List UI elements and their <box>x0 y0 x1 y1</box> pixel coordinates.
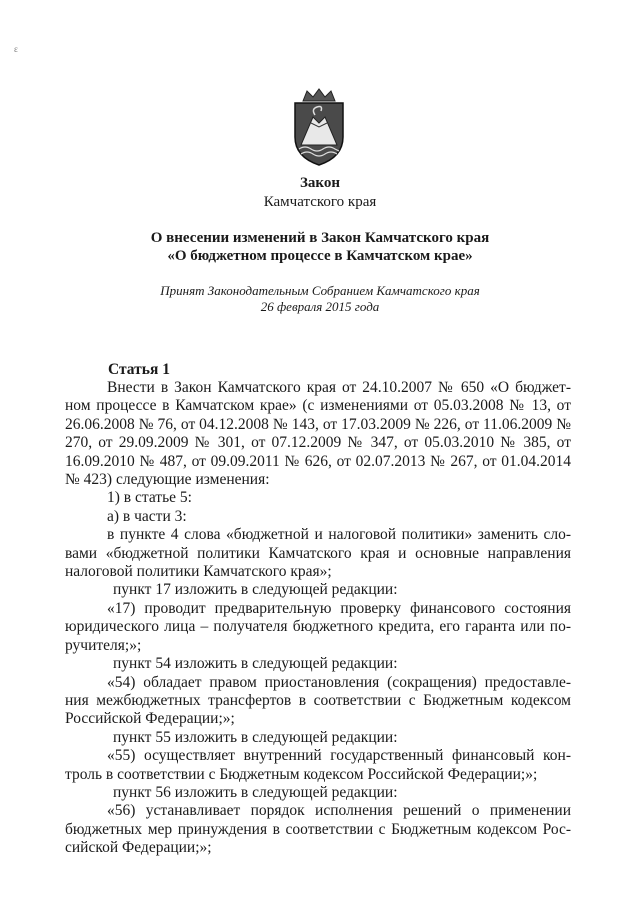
law-title-line-1: О внесении изменений в Закон Камчатского края <box>150 230 490 246</box>
law-title-line-2: «О бюджетном процессе в Камчатском крае» <box>167 248 473 264</box>
margin-mark: ε <box>14 44 18 54</box>
coat-of-arms-icon <box>289 87 349 167</box>
paragraph: «17) проводит предварительную проверку финансового состояния юридического лица – получателя бюджетного кредита, его гаранта или по-ручителя;»; <box>65 599 571 654</box>
adopted-date: 26 февраля 2015 года <box>260 299 380 314</box>
paragraph: пункт 55 изложить в следующей редакции: <box>113 728 398 746</box>
paragraph: «54) обладает правом приостановления (сокращения) предоставле-ния межбюджетных трансфертов в соответствии с Бюджетным кодексом Российской Федерации;»; <box>65 673 571 728</box>
article-title: Статья 1 <box>108 361 170 378</box>
paragraph: 1) в статье 5: <box>107 489 192 507</box>
paragraph: «56) устанавливает порядок исполнения решений о применении бюджетных мер принуждения в соответствии с Бюджетным кодексом Рос-сийской Федерации;»; <box>65 802 571 857</box>
law-heading: Закон <box>299 175 340 191</box>
article-body <box>65 379 571 858</box>
paragraph: пункт 17 изложить в следующей редакции: <box>113 581 398 599</box>
paragraph: пункт 56 изложить в следующей редакции: <box>113 783 398 801</box>
paragraph: пункт 54 изложить в следующей редакции: <box>113 655 398 673</box>
paragraph: в пункте 4 слова «бюджетной и налоговой политики» заменить сло-вами «бюджетной политики Камчатского края и основные направления налоговой политики Камчатского края»; <box>65 526 571 581</box>
region-heading: Камчатского края <box>263 194 377 210</box>
paragraph: а) в части 3: <box>107 507 187 525</box>
adopted-by: Принят Законодательным Собранием Камчатского края <box>160 283 480 298</box>
paragraph: Внести в Закон Камчатского края от 24.10.2007 № 650 «О бюджет-ном процессе в Камчатском крае» (с изменениями от 05.03.2008 № 13, от 26.06.2008 № 76, от 04.12.2008 № 143, от 17.03.2009 № 226, от 11.06.2009 № 270, от 29.09.2009 № 301, от 07.12.2009 № 347, от 05.03.2010 № 385, от 16.09.2010 № 487, от 09.09.2011 № 626, от 02.07.2013 № 267, от 01.04.2014 № 423) следующие изменения: <box>65 379 571 489</box>
paragraph: «55) осуществляет внутренний государственный финансовый кон-троль в соответствии с Бюджетным кодексом Российской Федерации;»; <box>65 747 571 783</box>
